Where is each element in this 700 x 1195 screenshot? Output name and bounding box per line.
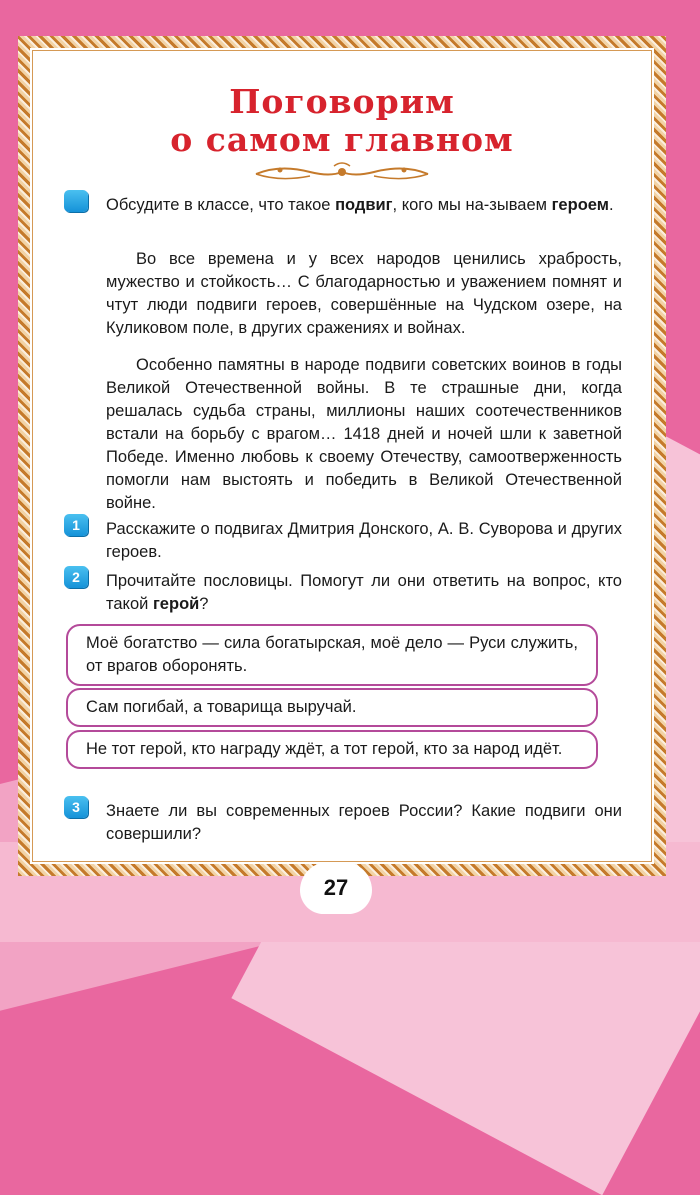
task-1-text: Расскажите о подвигах Дмитрия Донского, А. В. Суворова и других героев. <box>106 520 622 561</box>
discussion-marker-icon <box>64 190 88 212</box>
proverb-box-1: Моё богатство — сила богатырская, моё дело — Руси служить, от врагов оборонять. <box>66 624 598 686</box>
paragraph-history: Во все времена и у всех народов ценились храбрость, мужество и стойкость… С благодарностью и уважением помнят и чтут люди подвиги героев, совершённые на Чудском озере, на Куликовом поле, в других сражениях и войнах. <box>106 250 622 337</box>
task-2-number: 2 <box>64 566 88 588</box>
task-3-number: 3 <box>64 796 88 818</box>
proverb-box-2: Сам погибай, а товарища выручай. <box>66 688 598 727</box>
proverb-box-3: Не тот герой, кто награду ждёт, а тот герой, кто за народ идёт. <box>66 730 598 769</box>
page-frame <box>18 36 666 876</box>
task-3-text: Знаете ли вы современных героев России? Какие подвиги они совершили? <box>106 802 622 843</box>
page-title-line2: о самом главном <box>170 120 514 159</box>
title-ornament-icon <box>250 160 434 184</box>
page-title-line1: Поговорим <box>229 82 455 121</box>
page-number: 27 <box>300 862 372 914</box>
intro-task: Обсудите в классе, что такое подвиг, кого мы на-зываем героем. <box>106 196 614 214</box>
task-1-number: 1 <box>64 514 88 536</box>
paragraph-war: Особенно памятны в народе подвиги советских воинов в годы Великой Отечественной войны. В те страшные дни, когда решалась судьба страны, миллионы наших соотечественников встали на борьбу с врагом… 1418 дней и ночей шли к заветной Победе. Именно любовь к своему Отечеству, самоотверженность помогли нам выстоять и победить в Великой Отечественной войне. <box>106 356 622 512</box>
task-2-text: Прочитайте пословицы. Помогут ли они ответить на вопрос, кто такой герой? <box>106 572 622 613</box>
